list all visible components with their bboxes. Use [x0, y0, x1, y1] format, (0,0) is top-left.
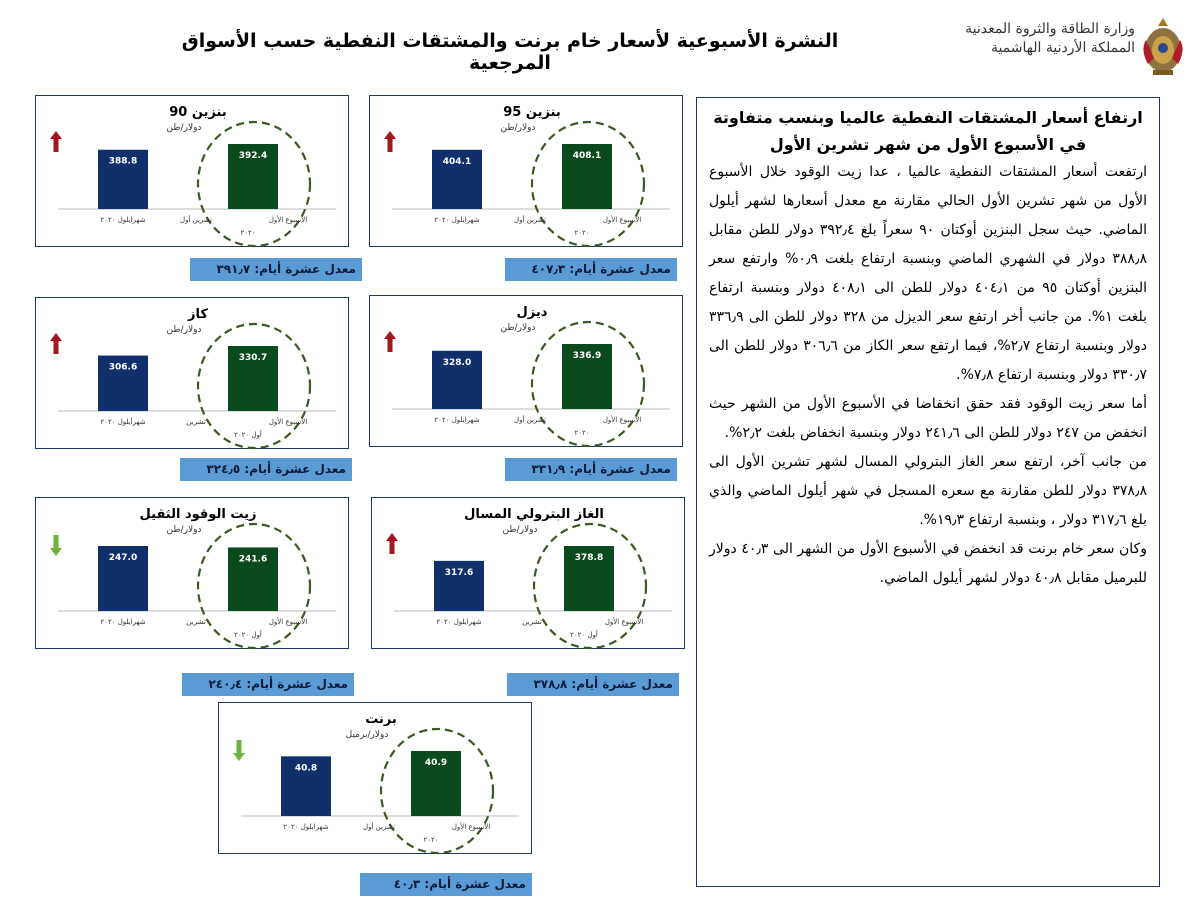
bar-value-label: 336.9 — [572, 351, 602, 361]
ten-day-average-gas95: معدل عشرة أيام: ٤٠٧٫٣ — [505, 258, 677, 281]
bar-value-label: 40.8 — [294, 763, 318, 774]
category-label-september: شهرايلول ٢٠٢٠ — [283, 823, 329, 831]
coat-of-arms-icon — [1138, 14, 1188, 78]
article-paragraph: من جانب آخر، ارتفع سعر الغاز البترولي المسال لشهر تشرين الأول الى ٣٧٨٫٨ دولار للطن مقارنة مع سعره المسجل في شهر أيلول الماضي والذي بلغ ٣١٧٫٦ دولار ، وبنسبة ارتفاع ١٩٫٣%. — [709, 454, 1147, 528]
category-label-year: أول ٢٠٢٠ — [234, 431, 262, 439]
chart-unit-label: دولار/طن — [502, 525, 538, 535]
chart-card-gas90 — [35, 95, 349, 247]
arrow-up-icon — [384, 131, 396, 152]
ten-day-average-lpg: معدل عشرة أيام: ٣٧٨٫٨ — [507, 673, 679, 696]
chart-unit-label: دولار/طن — [166, 525, 202, 535]
bar-value-label: 388.8 — [108, 156, 138, 167]
chart-title: بنزين 90 — [169, 105, 227, 120]
article-paragraph: وكان سعر خام برنت قد انخفض في الأسبوع الأول من الشهر الى ٤٠٫٣ دولار للبرميل مقابل ٤٠٫٨ دولار لشهر أيلول الماضي. — [709, 541, 1147, 586]
bar-chart — [36, 298, 350, 450]
chart-title: زيت الوقود الثقيل — [139, 507, 257, 522]
bar-value-label: 306.6 — [108, 362, 138, 373]
category-label-september: شهرايلول ٢٠٢٠ — [434, 216, 480, 224]
article-paragraph: ارتفعت أسعار المشتقات النفطية عالميا ، عدا زيت الوقود خلال الأسبوع الأول من شهر تشرين الأول الحالي مقارنة مع معدل أسعارها لشهر أيلول الماضي. حيث سجل البنزين أوكتان ٩٠ سعراً بلغ ٣٩٢٫٤ دولار للطن مقابل ٣٨٨٫٨ دولار في الشهري الماضي وبنسبة ارتفاع بلغت ٠٫٩% وارتفع سعر البنزين أوكتان ٩٥ من ٤٠٤٫١ دولار للطن الى ٤٠٨٫١ دولار وبنسبة ارتفاع بلغت ١%. من جانب أخر ارتفع سعر الديزل من ٣٢٨ دولار للطن الى ٣٣٦٫٩ دولار وبنسبة ارتفاع ٢٫٧%، فيما ارتفع سعر الكاز من ٣٠٦٫٦ دولار للطن الى ٣٣٠٫٧ دولار وبنسبة ارتفاع ٧٫٨%. — [709, 164, 1147, 383]
chart-card-lpg — [371, 497, 685, 649]
article-paragraph: أما سعر زيت الوقود فقد حقق انخفاضا في الأسبوع الأول من الشهر حيث انخفض من ٢٤٧ دولار للطن الى ٢٤١٫٦ دولار وبنسبة انخفاض بلغت ٢٫٢%. — [709, 396, 1147, 441]
arrow-down-icon — [233, 740, 245, 761]
category-label-september: شهرايلول ٢٠٢٠ — [100, 618, 146, 626]
chart-card-diesel — [369, 295, 683, 447]
category-label-october: تشرين أول — [514, 216, 546, 224]
bar-value-label: 378.8 — [574, 553, 604, 563]
category-label-september: شهرايلول ٢٠٢٠ — [100, 216, 146, 224]
arrow-up-icon — [50, 333, 62, 354]
category-label-week: الاسبوع الأول — [268, 216, 308, 224]
category-label-october: تشرين — [186, 618, 206, 626]
chart-unit-label: دولار/برميل — [345, 730, 389, 740]
bar-value-label: 40.9 — [424, 758, 448, 768]
chart-title: برنت — [365, 712, 397, 727]
bar-chart — [372, 498, 686, 650]
bar-value-label: 247.0 — [108, 553, 138, 563]
category-label-september: شهرايلول ٢٠٢٠ — [436, 618, 482, 626]
category-label-october: تشرين أول — [363, 823, 395, 831]
chart-unit-label: دولار/طن — [500, 323, 536, 333]
bar-value-label: 328.0 — [442, 357, 472, 368]
article-headline: ارتفاع أسعار المشتقات النفطية عالميا وبنسب متفاوتة في الأسبوع الأول من شهر تشرين الأول — [713, 108, 1143, 154]
chart-unit-label: دولار/طن — [500, 123, 536, 133]
bar-value-label: 392.4 — [238, 151, 268, 161]
ten-day-average-brent: معدل عشرة أيام: ٤٠٫٣ — [360, 873, 532, 896]
chart-title: بنزين 95 — [503, 105, 561, 120]
chart-unit-label: دولار/طن — [166, 325, 202, 335]
arrow-down-icon — [50, 535, 62, 556]
category-label-year: ٢٠٢٠ — [574, 429, 590, 437]
category-label-october: تشرين — [522, 618, 542, 626]
arrow-up-icon — [386, 533, 398, 554]
arrow-up-icon — [50, 131, 62, 152]
ten-day-average-kerosene: معدل عشرة أيام: ٣٢٤٫٥ — [180, 458, 352, 481]
bar-chart — [370, 296, 684, 448]
category-label-year: أول ٢٠٢٠ — [234, 631, 262, 639]
category-label-week: الاسبوع الأول — [451, 823, 491, 831]
bar-value-label: 404.1 — [442, 156, 472, 167]
chart-title: ديزل — [516, 305, 548, 320]
category-label-week: الاسبوع الأول — [268, 418, 308, 426]
category-label-september: شهرأيلول ٢٠٢٠ — [100, 418, 146, 426]
arrow-up-icon — [384, 331, 396, 352]
ministry-name — [955, 20, 1135, 58]
chart-unit-label: دولار/طن — [166, 123, 202, 133]
category-label-week: الاسبوع الأول — [268, 618, 308, 626]
category-label-year: ٢٠٢٠ — [240, 229, 256, 237]
bar-value-label: 317.6 — [444, 567, 474, 578]
ministry-line-2: المملكة الأردنية الهاشمية — [990, 40, 1135, 56]
article-panel — [696, 97, 1160, 887]
bar-value-label: 408.1 — [572, 151, 602, 161]
category-label-week: الاسبوع الأول — [602, 416, 642, 424]
bar-chart — [219, 703, 533, 855]
chart-card-fueloil — [35, 497, 349, 649]
category-label-year: أول ٢٠٢٠ — [570, 631, 598, 639]
ten-day-average-diesel: معدل عشرة أيام: ٣٣١٫٩ — [505, 458, 677, 481]
bar-chart — [370, 96, 684, 248]
category-label-october: تشرين — [186, 418, 206, 426]
category-label-week: الاسبوع الأول — [602, 216, 642, 224]
chart-card-brent — [218, 702, 532, 854]
bar-value-label: 241.6 — [238, 554, 268, 565]
ten-day-average-gas90: معدل عشرة أيام: ٣٩١٫٧ — [190, 258, 362, 281]
bar-chart — [36, 96, 350, 248]
ministry-line-1: وزارة الطاقة والثروة المعدنية — [965, 21, 1135, 37]
chart-card-gas95 — [369, 95, 683, 247]
chart-card-kerosene — [35, 297, 349, 449]
ten-day-average-fueloil: معدل عشرة أيام: ٢٤٠٫٤ — [182, 673, 354, 696]
page-title: النشرة الأسبوعية لأسعار خام برنت والمشتقات النفطية حسب الأسواق المرجعية — [181, 30, 839, 74]
category-label-year: ٢٠٢٠ — [423, 836, 439, 844]
category-label-september: شهرايلول ٢٠٢٠ — [434, 416, 480, 424]
category-label-year: ٢٠٢٠ — [574, 229, 590, 237]
bar-value-label: 330.7 — [238, 353, 268, 363]
bar-chart — [36, 498, 350, 650]
category-label-october: تشرين أول — [180, 216, 212, 224]
category-label-october: تشرين أول — [514, 416, 546, 424]
chart-title: الغاز البترولي المسال — [464, 507, 604, 522]
category-label-week: الاسبوع الأول — [604, 618, 644, 626]
chart-title: كاز — [188, 307, 208, 322]
